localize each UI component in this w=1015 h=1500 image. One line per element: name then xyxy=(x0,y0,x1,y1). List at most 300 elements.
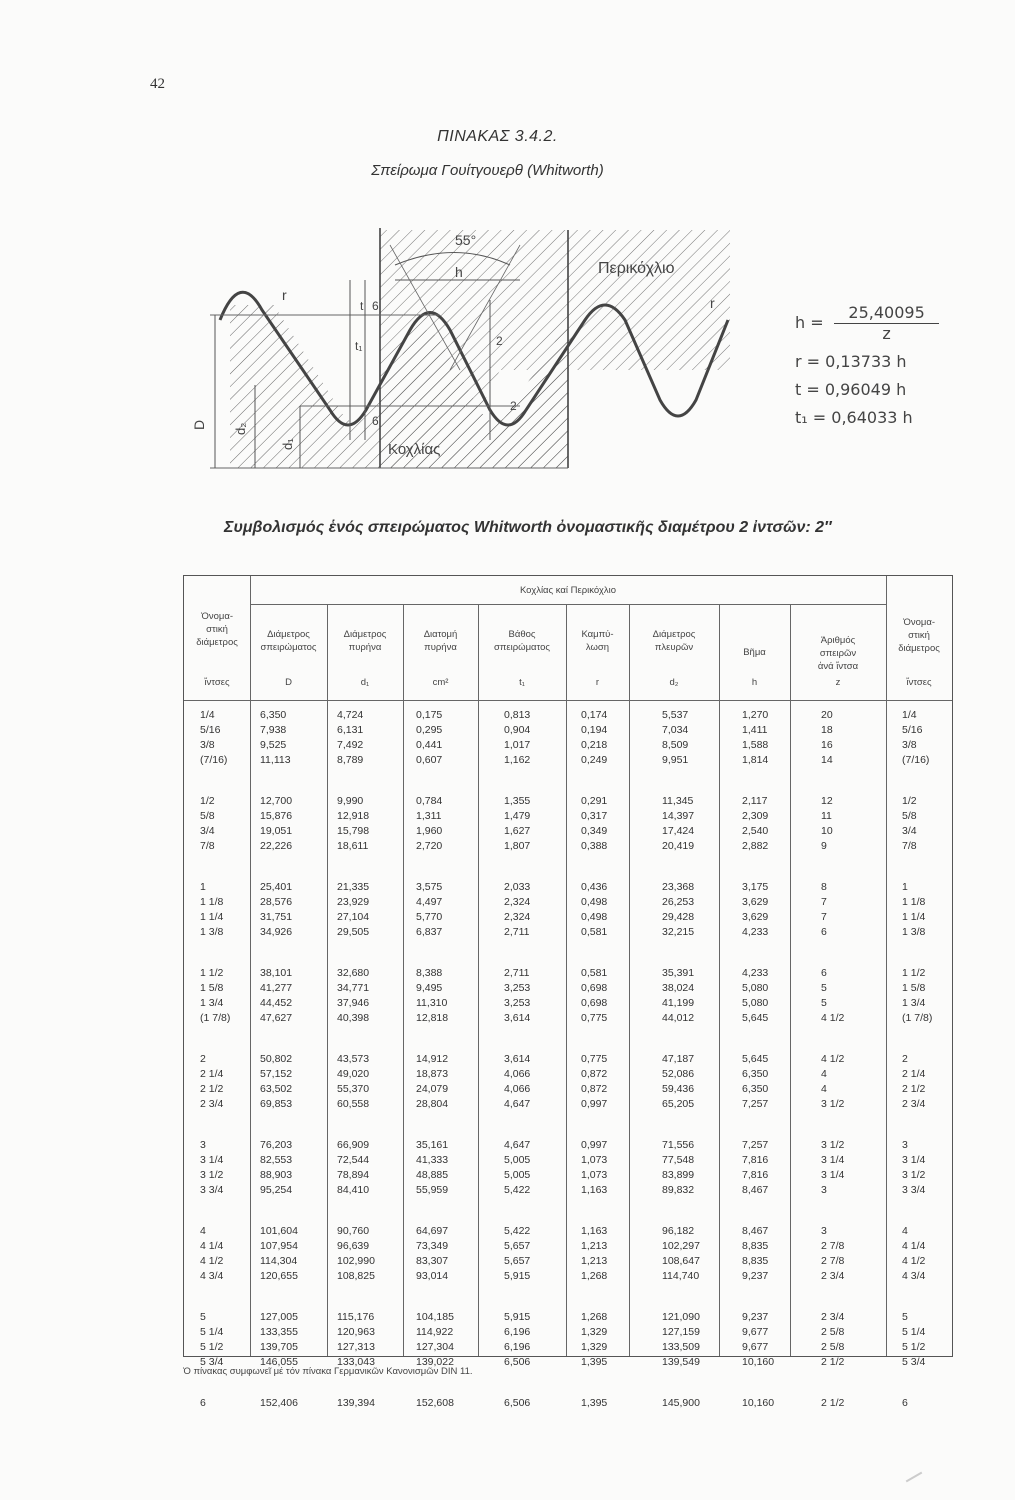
table-cell: 5 1/4 xyxy=(902,1326,926,1338)
table-cell: 1,411 xyxy=(742,724,768,736)
table-cell: 139,549 xyxy=(662,1356,700,1368)
table-cell: 4,233 xyxy=(742,967,769,979)
table-cell: 5 xyxy=(200,1311,206,1323)
table-cell: 3 3/4 xyxy=(902,1184,926,1196)
table-cell: 17,424 xyxy=(662,825,695,837)
table-cell: 12 xyxy=(821,795,833,807)
column-d2 xyxy=(662,708,700,1437)
table-cell: 2 3/4 xyxy=(821,1311,845,1323)
table-cell: 139,022 xyxy=(416,1356,454,1368)
table-cell: 38,101 xyxy=(260,967,293,979)
table-cell: 8,835 xyxy=(742,1240,769,1252)
table-cell: 8 xyxy=(821,881,827,893)
table-cell: 0,218 xyxy=(581,739,608,751)
row-group xyxy=(742,1052,774,1112)
table-cell: 6,350 xyxy=(742,1083,769,1095)
table-cell: 5 1/4 xyxy=(200,1326,224,1338)
angle-label: 55° xyxy=(455,232,477,248)
table-cell: 101,604 xyxy=(260,1225,298,1237)
table-cell: 7,257 xyxy=(742,1139,769,1151)
table-cell: 127,313 xyxy=(337,1341,375,1353)
table-cell: 21,335 xyxy=(337,881,370,893)
thread-formulas xyxy=(795,298,995,432)
table-cell: 1,270 xyxy=(742,709,769,721)
table-cell: 96,639 xyxy=(337,1240,370,1252)
table-cell: 2 1/4 xyxy=(902,1068,926,1080)
row-group xyxy=(581,880,607,940)
dim-six-label-top: 6 xyxy=(372,299,379,313)
table-cell: 4 xyxy=(821,1068,827,1080)
table-subtitle: Σπείρωμα Γουίτγουερθ (Whitworth) xyxy=(371,162,604,179)
row-group xyxy=(260,1052,298,1112)
table-cell: 1,268 xyxy=(581,1270,608,1282)
table-cell: 1 3/8 xyxy=(902,926,926,938)
formula-h-numerator: 25,40095 xyxy=(834,303,939,324)
table-cell: 2 7/8 xyxy=(821,1240,845,1252)
table-cell: 60,558 xyxy=(337,1098,370,1110)
column-z xyxy=(821,708,844,1437)
row-group xyxy=(742,794,774,854)
row-group xyxy=(742,1138,774,1198)
table-cell: 47,187 xyxy=(662,1053,695,1065)
table-cell: 0,436 xyxy=(581,881,608,893)
table-cell: 12,818 xyxy=(416,1012,449,1024)
row-group xyxy=(200,794,230,854)
table-cell: 22,226 xyxy=(260,840,293,852)
table-cell: 8,388 xyxy=(416,967,443,979)
header-d2-symbol: d₂ xyxy=(669,677,679,688)
table-cell: 16 xyxy=(821,739,833,751)
table-cell: 4 1/2 xyxy=(200,1255,224,1267)
table-cell: 127,005 xyxy=(260,1311,298,1323)
header-r: Καμπύ- λωση xyxy=(581,629,614,653)
dim-two-label-bottom: 2 xyxy=(510,399,517,413)
table-cell: 4 1/2 xyxy=(821,1053,845,1065)
table-cell: 0,872 xyxy=(581,1083,608,1095)
column-D xyxy=(260,708,298,1437)
table-cell: 114,922 xyxy=(416,1326,454,1338)
table-cell: 0,698 xyxy=(581,982,608,994)
table-cell: 5,422 xyxy=(504,1225,531,1237)
table-cell: 1,395 xyxy=(581,1397,608,1409)
table-cell: 10,160 xyxy=(742,1397,775,1409)
row-group xyxy=(260,794,298,854)
table-cell: 9,525 xyxy=(260,739,287,751)
table-cell: 133,043 xyxy=(337,1356,375,1368)
dim-two-label-top: 2 xyxy=(496,334,503,348)
table-cell: 29,505 xyxy=(337,926,370,938)
table-cell: 0,194 xyxy=(581,724,608,736)
table-cell: 7,816 xyxy=(742,1154,769,1166)
table-cell: 102,990 xyxy=(337,1255,375,1267)
table-cell: 6 xyxy=(200,1397,206,1409)
table-cell: 31,751 xyxy=(260,911,293,923)
thread-profile-diagram xyxy=(190,210,780,495)
table-cell: 44,452 xyxy=(260,997,293,1009)
column-d1 xyxy=(337,708,375,1437)
table-cell: 37,946 xyxy=(337,997,370,1009)
formula-h-lhs: h = xyxy=(795,313,824,332)
table-cell: 5,657 xyxy=(504,1255,531,1267)
row-group xyxy=(662,1396,700,1411)
table-cell: 11 xyxy=(821,810,832,822)
table-cell: 5/8 xyxy=(200,810,215,822)
table-cell: 0,581 xyxy=(581,926,608,938)
row-group xyxy=(902,794,932,854)
table-cell: 44,012 xyxy=(662,1012,695,1024)
table-cell: 2 3/4 xyxy=(902,1098,926,1110)
row-group xyxy=(902,880,932,940)
table-cell: 121,090 xyxy=(662,1311,700,1323)
row-group xyxy=(200,966,230,1026)
table-cell: 3 xyxy=(821,1184,827,1196)
table-cell: 1,627 xyxy=(504,825,531,837)
row-group xyxy=(581,794,607,854)
footnote: Ὁ πίνακας συμφωνεῖ μέ τόν πίνακα Γερμανικῶν Κανονισμῶν DIN 11. xyxy=(183,1366,473,1377)
table-cell: 0,349 xyxy=(581,825,608,837)
row-group xyxy=(902,1396,932,1411)
table-cell: 82,553 xyxy=(260,1154,293,1166)
table-cell: 4,066 xyxy=(504,1083,531,1095)
table-cell: 2,324 xyxy=(504,896,531,908)
row-group xyxy=(662,794,700,854)
row-group xyxy=(742,708,774,768)
header-nominal-right-unit: ἴντσες xyxy=(906,677,932,688)
table-cell: 2,117 xyxy=(742,795,768,807)
table-cell: 71,556 xyxy=(662,1139,695,1151)
table-cell: 1,479 xyxy=(504,810,531,822)
row-group xyxy=(337,1224,375,1284)
table-cell: 48,885 xyxy=(416,1169,449,1181)
table-cell: 3,614 xyxy=(504,1012,531,1024)
table-cell: 55,370 xyxy=(337,1083,370,1095)
table-cell: 3 1/2 xyxy=(821,1139,845,1151)
column-nominal-right xyxy=(902,708,932,1437)
row-group xyxy=(504,1052,530,1112)
table-cell: 73,349 xyxy=(416,1240,449,1252)
table-cell: 1,162 xyxy=(504,754,531,766)
row-group xyxy=(260,880,298,940)
table-cell: 152,608 xyxy=(416,1397,454,1409)
table-cell: 2 7/8 xyxy=(821,1255,845,1267)
table-cell: 7,257 xyxy=(742,1098,769,1110)
table-cell: 5,915 xyxy=(504,1311,531,1323)
table-cell: 1,163 xyxy=(581,1184,608,1196)
table-cell: 5 1/2 xyxy=(902,1341,926,1353)
dim-D-label: D xyxy=(191,419,207,430)
nut-section xyxy=(380,230,730,370)
formula-t: t = 0,96049 h xyxy=(795,380,907,399)
table-cell: 4,724 xyxy=(337,709,364,721)
table-cell: 2,324 xyxy=(504,911,531,923)
table-cell: 5,005 xyxy=(504,1154,531,1166)
table-cell: 34,926 xyxy=(260,926,293,938)
table-cell: 9 xyxy=(821,840,827,852)
row-group xyxy=(200,1052,230,1112)
table-cell: 93,014 xyxy=(416,1270,449,1282)
table-cell: 77,548 xyxy=(662,1154,695,1166)
table-cell: 49,020 xyxy=(337,1068,370,1080)
row-group xyxy=(260,1310,298,1370)
dim-r-label-right: r xyxy=(710,295,715,311)
table-cell: 5,645 xyxy=(742,1012,769,1024)
table-cell: 1,311 xyxy=(416,810,442,822)
table-cell: 0,581 xyxy=(581,967,608,979)
table-cell: 108,825 xyxy=(337,1270,375,1282)
row-group xyxy=(416,794,454,854)
dim-d1-label: d₁ xyxy=(280,438,295,450)
table-cell: 1/2 xyxy=(902,795,917,807)
table-cell: 8,467 xyxy=(742,1184,769,1196)
table-cell: 3,629 xyxy=(742,896,769,908)
row-group xyxy=(416,708,454,768)
row-group xyxy=(416,880,454,940)
table-cell: 5,005 xyxy=(504,1169,531,1181)
table-title: ΠΙΝΑΚΑΣ 3.4.2. xyxy=(437,128,558,145)
table-cell: 1,268 xyxy=(581,1311,608,1323)
row-group xyxy=(662,880,700,940)
row-group xyxy=(821,880,844,940)
table-cell: 1/2 xyxy=(200,795,215,807)
table-cell: 32,680 xyxy=(337,967,370,979)
row-group xyxy=(902,1224,932,1284)
table-cell: 6,131 xyxy=(337,724,364,736)
table-cell: 3 1/4 xyxy=(821,1154,845,1166)
table-cell: 6,350 xyxy=(260,709,287,721)
table-cell: 0,784 xyxy=(416,795,443,807)
table-cell: 7,816 xyxy=(742,1169,769,1181)
row-group xyxy=(416,1138,454,1198)
table-cell: 5/8 xyxy=(902,810,917,822)
table-cell: 15,876 xyxy=(260,810,293,822)
formula-h-denominator: z xyxy=(882,324,891,343)
table-cell: 14,912 xyxy=(416,1053,449,1065)
table-cell: 2,540 xyxy=(742,825,769,837)
column-h xyxy=(742,708,774,1437)
table-cell: 38,024 xyxy=(662,982,695,994)
table-cell: 2 5/8 xyxy=(821,1341,845,1353)
header-z: Ἀριθμός σπειρῶν ἀνά ἴντσα xyxy=(817,635,859,672)
header-t1: Βάθος σπειρώματος xyxy=(493,629,551,653)
page-number: 42 xyxy=(150,76,165,92)
table-cell: 1 3/4 xyxy=(902,997,926,1009)
table-cell: 0,175 xyxy=(416,709,443,721)
table-cell: 28,804 xyxy=(416,1098,449,1110)
table-cell: 102,297 xyxy=(662,1240,700,1252)
table-cell: 1,073 xyxy=(581,1154,608,1166)
row-group xyxy=(902,1138,932,1198)
table-cell: 2 1/2 xyxy=(821,1397,845,1409)
dim-six-label-bottom: 6 xyxy=(372,414,379,428)
table-cell: 108,647 xyxy=(662,1255,700,1267)
table-cell: 1,807 xyxy=(504,840,531,852)
table-cell: 1,588 xyxy=(742,739,769,751)
row-group xyxy=(581,1396,607,1411)
row-group xyxy=(742,966,774,1026)
row-group xyxy=(821,794,844,854)
table-cell: 5,080 xyxy=(742,997,769,1009)
column-area xyxy=(416,708,454,1437)
table-cell: 2 xyxy=(200,1053,206,1065)
row-group xyxy=(504,880,530,940)
header-r-symbol: r xyxy=(595,677,600,688)
table-cell: 32,215 xyxy=(662,926,695,938)
row-group xyxy=(581,1052,607,1112)
table-cell: 9,677 xyxy=(742,1341,769,1353)
row-group xyxy=(260,1138,298,1198)
row-group xyxy=(821,1396,844,1411)
table-cell: 1 5/8 xyxy=(902,982,926,994)
table-cell: 15,798 xyxy=(337,825,370,837)
table-cell: 3,253 xyxy=(504,982,531,994)
row-group xyxy=(581,1138,607,1198)
table-cell: 41,333 xyxy=(416,1154,449,1166)
table-cell: 0,249 xyxy=(581,754,608,766)
header-nominal-left-unit: ἴντσες xyxy=(204,677,230,688)
table-cell: 139,705 xyxy=(260,1341,298,1353)
table-cell: 3/8 xyxy=(902,739,917,751)
table-cell: 12,918 xyxy=(337,810,370,822)
table-cell: 1,329 xyxy=(581,1341,608,1353)
table-cell: 0,498 xyxy=(581,911,608,923)
table-cell: 7 xyxy=(821,896,827,908)
table-cell: 1,814 xyxy=(742,754,769,766)
table-cell: 0,174 xyxy=(581,709,608,721)
row-group xyxy=(504,708,530,768)
table-cell: 9,951 xyxy=(662,754,689,766)
table-cell: 20 xyxy=(821,709,833,721)
table-cell: 41,199 xyxy=(662,997,695,1009)
row-group xyxy=(200,1224,230,1284)
table-cell: 25,401 xyxy=(260,881,293,893)
table-cell: 27,104 xyxy=(337,911,370,923)
table-cell: 5,422 xyxy=(504,1184,531,1196)
table-cell: 64,697 xyxy=(416,1225,449,1237)
table-cell: 3 1/2 xyxy=(821,1098,845,1110)
header-t1-symbol: t₁ xyxy=(519,677,525,688)
table-cell: 0,813 xyxy=(504,709,531,721)
table-cell: 5 3/4 xyxy=(200,1356,224,1368)
table-cell: (7/16) xyxy=(902,754,930,766)
table-cell: 145,900 xyxy=(662,1397,700,1409)
column-nominal-left xyxy=(200,708,230,1437)
table-cell: 5 3/4 xyxy=(902,1356,926,1368)
table-cell: 4 3/4 xyxy=(200,1270,224,1282)
table-cell: 10,160 xyxy=(742,1356,775,1368)
table-cell: 0,388 xyxy=(581,840,608,852)
row-group xyxy=(337,708,375,768)
table-cell: 3 3/4 xyxy=(200,1184,224,1196)
table-cell: 2 xyxy=(902,1053,908,1065)
table-cell: 4,233 xyxy=(742,926,769,938)
row-group xyxy=(662,1052,700,1112)
table-cell: 2 1/2 xyxy=(821,1356,845,1368)
table-cell: 72,544 xyxy=(337,1154,370,1166)
table-cell: 1,017 xyxy=(504,739,531,751)
table-cell: 63,502 xyxy=(260,1083,293,1095)
table-cell: 1 5/8 xyxy=(200,982,224,994)
row-group xyxy=(902,966,932,1026)
row-group xyxy=(581,1224,607,1284)
header-nominal-left: Ὀνομα- στική διάμετρος xyxy=(196,611,238,648)
table-cell: 5 1/2 xyxy=(200,1341,224,1353)
dim-t1-label: t₁ xyxy=(355,339,363,353)
table-cell: 6 xyxy=(902,1397,908,1409)
table-cell: 120,963 xyxy=(337,1326,375,1338)
row-group xyxy=(504,1310,530,1370)
bolt-label: Κοχλίας xyxy=(388,441,441,458)
row-group xyxy=(902,708,932,768)
table-cell: 3 1/2 xyxy=(902,1169,926,1181)
table-cell: 55,959 xyxy=(416,1184,449,1196)
row-group xyxy=(337,880,375,940)
table-cell: 7/8 xyxy=(200,840,215,852)
table-cell: 0,498 xyxy=(581,896,608,908)
formula-r: r = 0,13733 h xyxy=(795,352,907,371)
table-cell: 9,990 xyxy=(337,795,364,807)
dim-t-label: t xyxy=(360,299,364,313)
table-cell: (7/16) xyxy=(200,754,228,766)
table-cell: 96,182 xyxy=(662,1225,695,1237)
row-group xyxy=(504,1138,530,1198)
table-cell: 3,575 xyxy=(416,881,443,893)
table-cell: 3 1/2 xyxy=(200,1169,224,1181)
header-D-symbol: D xyxy=(285,677,292,688)
table-cell: 78,894 xyxy=(337,1169,370,1181)
table-cell: 1 xyxy=(902,881,908,893)
table-cell: 12,700 xyxy=(260,795,293,807)
table-cell: 11,310 xyxy=(416,997,448,1009)
table-cell: 18,611 xyxy=(337,840,369,852)
row-group xyxy=(200,880,230,940)
table-cell: 0,441 xyxy=(416,739,443,751)
table-cell: 0,775 xyxy=(581,1012,608,1024)
table-cell: 120,655 xyxy=(260,1270,298,1282)
table-cell: 0,775 xyxy=(581,1053,608,1065)
table-cell: 104,185 xyxy=(416,1311,454,1323)
table-cell: 6,196 xyxy=(504,1341,531,1353)
table-cell: 5,080 xyxy=(742,982,769,994)
table-cell: 1,960 xyxy=(416,825,443,837)
row-group xyxy=(416,1396,454,1411)
table-cell: 127,304 xyxy=(416,1341,454,1353)
table-cell: 1/4 xyxy=(902,709,917,721)
row-group xyxy=(821,708,844,768)
table-cell: 4 1/4 xyxy=(200,1240,224,1252)
table-cell: 34,771 xyxy=(337,982,370,994)
table-cell: 0,291 xyxy=(581,795,608,807)
table-cell: 3 xyxy=(200,1139,206,1151)
table-cell: 0,997 xyxy=(581,1098,608,1110)
table-cell: 1,213 xyxy=(581,1240,608,1252)
row-group xyxy=(337,1396,375,1411)
header-group: Κοχλίας καί Περικόχλιο xyxy=(519,585,617,596)
row-group xyxy=(581,708,607,768)
row-group xyxy=(662,1310,700,1370)
row-group xyxy=(260,708,298,768)
table-cell: 7,492 xyxy=(337,739,364,751)
table-cell: 35,391 xyxy=(662,967,695,979)
table-cell: 0,295 xyxy=(416,724,443,736)
table-cell: 69,853 xyxy=(260,1098,293,1110)
row-group xyxy=(200,1138,230,1198)
header-area: Διατομή πυρήνα xyxy=(423,629,458,653)
caption: Συμβολισμός ἑνός σπειρώματος Whitworth ὀνομαστικῆς διαμέτρου 2 ἰντσῶν: 2″ xyxy=(224,519,832,536)
table-cell: 89,832 xyxy=(662,1184,695,1196)
table-cell: 4,497 xyxy=(416,896,443,908)
header-nominal-right: Ὀνομα- στική διάμετρος xyxy=(898,617,940,654)
table-cell: 9,495 xyxy=(416,982,443,994)
